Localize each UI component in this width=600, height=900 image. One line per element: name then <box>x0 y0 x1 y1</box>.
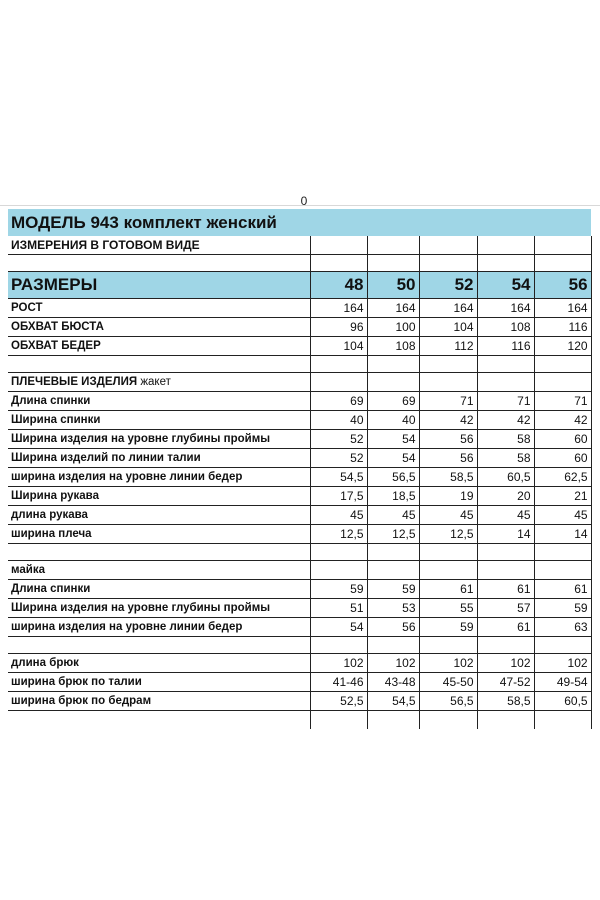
cell-value: 45 <box>534 506 591 525</box>
table-row <box>8 506 591 525</box>
cell-value: 102 <box>534 654 591 673</box>
cell-value: 108 <box>477 318 534 337</box>
table-row <box>8 580 591 599</box>
row-label: ширина изделия на уровне линии бедер <box>8 468 310 487</box>
cell-value: 12,5 <box>310 525 367 544</box>
cell-value: 108 <box>367 337 419 356</box>
cell-value: 56,5 <box>419 692 477 711</box>
cell-value: 69 <box>310 392 367 411</box>
cell-value: 59 <box>367 580 419 599</box>
empty-cell <box>419 356 477 373</box>
cell-value: 102 <box>310 654 367 673</box>
empty-cell <box>534 356 591 373</box>
cell-value: 56 <box>419 430 477 449</box>
section-heading: майка <box>8 561 310 580</box>
cell-value: 61 <box>477 580 534 599</box>
empty-cell <box>534 544 591 561</box>
cell-value: 42 <box>419 411 477 430</box>
table-row <box>8 337 591 356</box>
table-row <box>8 392 591 411</box>
row-label: ОБХВАТ БЮСТА <box>8 318 310 337</box>
cell-value: 164 <box>367 299 419 318</box>
gridline <box>0 205 600 206</box>
empty-cell <box>534 637 591 654</box>
row-label: ОБХВАТ БЕДЕР <box>8 337 310 356</box>
table-row <box>8 692 591 711</box>
cell-value: 112 <box>419 337 477 356</box>
row-label: ширина изделия на уровне линии бедер <box>8 618 310 637</box>
table-row <box>8 411 591 430</box>
cell-value: 51 <box>310 599 367 618</box>
cell-value: 40 <box>310 411 367 430</box>
cell-value: 54 <box>367 449 419 468</box>
empty-cell <box>534 373 591 392</box>
cell-value: 60,5 <box>534 692 591 711</box>
cell-value: 45 <box>419 506 477 525</box>
row-label: Длина спинки <box>8 392 310 411</box>
cell-value: 59 <box>534 599 591 618</box>
cell-value: 61 <box>419 580 477 599</box>
cell-value: 49-54 <box>534 673 591 692</box>
table-row <box>8 449 591 468</box>
section-heading <box>8 373 310 392</box>
cell-value: 100 <box>367 318 419 337</box>
cell-value: 19 <box>419 487 477 506</box>
sizes-header-row <box>8 272 591 299</box>
table-row <box>8 468 591 487</box>
cell-value: 69 <box>367 392 419 411</box>
empty-cell <box>419 637 477 654</box>
cell-value: 56 <box>419 449 477 468</box>
row-label: ширина плеча <box>8 525 310 544</box>
cell-value: 54,5 <box>310 468 367 487</box>
subtitle-row <box>8 236 591 255</box>
row-label: ширина брюк по бедрам <box>8 692 310 711</box>
cell-value: 21 <box>534 487 591 506</box>
row-label: Ширина спинки <box>8 411 310 430</box>
empty-cell <box>419 561 477 580</box>
cell-value: 14 <box>534 525 591 544</box>
empty-cell <box>477 544 534 561</box>
empty-cell <box>310 637 367 654</box>
table-title: МОДЕЛЬ 943 комплект женский <box>8 209 591 236</box>
cell-value: 52 <box>310 449 367 468</box>
blank-row <box>8 637 591 654</box>
blank-row <box>8 544 591 561</box>
empty-cell <box>310 561 367 580</box>
section-heading-row <box>8 561 591 580</box>
empty-cell <box>534 711 591 730</box>
cell-value: 58 <box>477 430 534 449</box>
cell-value: 58 <box>477 449 534 468</box>
column-marker: 0 <box>300 194 308 208</box>
cell-value: 60,5 <box>477 468 534 487</box>
cell-value: 104 <box>310 337 367 356</box>
size-chart-table <box>8 209 592 729</box>
row-label: Ширина рукава <box>8 487 310 506</box>
cell-value: 96 <box>310 318 367 337</box>
empty-cell <box>367 561 419 580</box>
cell-value: 58,5 <box>477 692 534 711</box>
cell-value: 61 <box>477 618 534 637</box>
empty-cell <box>8 356 310 373</box>
cell-value: 55 <box>419 599 477 618</box>
cell-value: 62,5 <box>534 468 591 487</box>
cell-value: 56 <box>367 618 419 637</box>
size-header: 52 <box>419 272 477 299</box>
cell-value: 47-52 <box>477 673 534 692</box>
empty-cell <box>419 373 477 392</box>
size-header: 50 <box>367 272 419 299</box>
cell-value: 12,5 <box>419 525 477 544</box>
cell-value: 164 <box>477 299 534 318</box>
cell-value: 102 <box>419 654 477 673</box>
cell-value: 116 <box>534 318 591 337</box>
row-label: Ширина изделия на уровне глубины проймы <box>8 430 310 449</box>
cell-value: 102 <box>477 654 534 673</box>
row-label: ширина брюк по талии <box>8 673 310 692</box>
cell-value: 58,5 <box>419 468 477 487</box>
section-heading-row <box>8 373 591 392</box>
cell-value: 41-46 <box>310 673 367 692</box>
row-label: длина брюк <box>8 654 310 673</box>
cell-value: 45 <box>310 506 367 525</box>
cell-value: 12,5 <box>367 525 419 544</box>
cell-value: 120 <box>534 337 591 356</box>
table-subtitle: ИЗМЕРЕНИЯ В ГОТОВОМ ВИДЕ <box>8 236 310 255</box>
blank-row <box>8 711 591 730</box>
empty-cell <box>477 637 534 654</box>
cell-value: 71 <box>477 392 534 411</box>
blank-row <box>8 356 591 373</box>
cell-value: 42 <box>477 411 534 430</box>
empty-cell <box>367 711 419 730</box>
cell-value: 71 <box>534 392 591 411</box>
cell-value: 59 <box>419 618 477 637</box>
cell-value: 164 <box>419 299 477 318</box>
cell-value: 63 <box>534 618 591 637</box>
size-header: 56 <box>534 272 591 299</box>
empty-cell <box>367 544 419 561</box>
size-header: 48 <box>310 272 367 299</box>
table-row <box>8 430 591 449</box>
empty-cell <box>310 544 367 561</box>
row-label: РОСТ <box>8 299 310 318</box>
row-label: Ширина изделия на уровне глубины проймы <box>8 599 310 618</box>
empty-cell <box>8 637 310 654</box>
cell-value: 17,5 <box>310 487 367 506</box>
size-header: 54 <box>477 272 534 299</box>
table-row <box>8 487 591 506</box>
title-row <box>8 209 591 236</box>
cell-value: 116 <box>477 337 534 356</box>
empty-cell <box>419 711 477 730</box>
empty-cell <box>310 373 367 392</box>
empty-cell <box>477 561 534 580</box>
row-label: длина рукава <box>8 506 310 525</box>
cell-value: 102 <box>367 654 419 673</box>
cell-value: 52,5 <box>310 692 367 711</box>
cell-value: 45-50 <box>419 673 477 692</box>
cell-value: 56,5 <box>367 468 419 487</box>
empty-cell <box>534 561 591 580</box>
cell-value: 20 <box>477 487 534 506</box>
table-row <box>8 318 591 337</box>
empty-cell <box>367 373 419 392</box>
row-label: Длина спинки <box>8 580 310 599</box>
section-heading-suffix: жакет <box>137 376 171 388</box>
cell-value: 104 <box>419 318 477 337</box>
cell-value: 57 <box>477 599 534 618</box>
empty-cell <box>477 373 534 392</box>
cell-value: 60 <box>534 430 591 449</box>
cell-value: 71 <box>419 392 477 411</box>
cell-value: 45 <box>367 506 419 525</box>
cell-value: 52 <box>310 430 367 449</box>
section-heading-main: ПЛЕЧЕВЫЕ ИЗДЕЛИЯ <box>11 376 138 388</box>
empty-cell <box>477 711 534 730</box>
empty-cell <box>8 711 310 730</box>
empty-cell <box>310 711 367 730</box>
cell-value: 54 <box>367 430 419 449</box>
cell-value: 42 <box>534 411 591 430</box>
sizes-label: РАЗМЕРЫ <box>8 272 310 299</box>
cell-value: 61 <box>534 580 591 599</box>
cell-value: 45 <box>477 506 534 525</box>
empty-cell <box>367 356 419 373</box>
cell-value: 14 <box>477 525 534 544</box>
cell-value: 53 <box>367 599 419 618</box>
table-row <box>8 618 591 637</box>
empty-cell <box>8 544 310 561</box>
cell-value: 164 <box>534 299 591 318</box>
cell-value: 164 <box>310 299 367 318</box>
empty-cell <box>367 637 419 654</box>
cell-value: 40 <box>367 411 419 430</box>
empty-cell <box>310 356 367 373</box>
cell-value: 54 <box>310 618 367 637</box>
empty-cell <box>477 356 534 373</box>
cell-value: 18,5 <box>367 487 419 506</box>
row-label: Ширина изделий по линии талии <box>8 449 310 468</box>
cell-value: 59 <box>310 580 367 599</box>
cell-value: 60 <box>534 449 591 468</box>
table-row <box>8 654 591 673</box>
empty-cell <box>419 544 477 561</box>
table-row <box>8 525 591 544</box>
table-row <box>8 599 591 618</box>
cell-value: 43-48 <box>367 673 419 692</box>
table-row <box>8 673 591 692</box>
blank-row <box>8 255 591 272</box>
cell-value: 54,5 <box>367 692 419 711</box>
table-row <box>8 299 591 318</box>
